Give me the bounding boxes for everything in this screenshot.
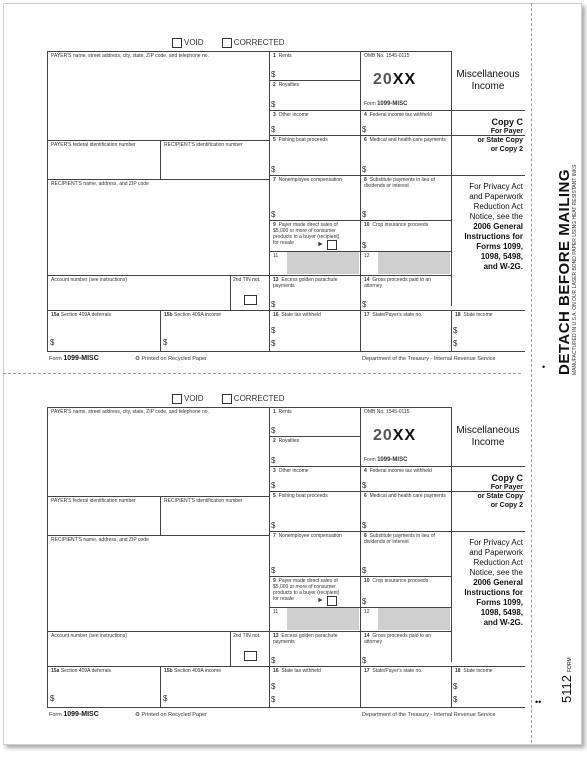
payer-id-label: PAYER'S federal identification number [51,498,136,504]
recipient-name-label: RECIPIENT'S name, address, and ZIP code [51,181,149,187]
dollar-6: $ [362,521,367,530]
box-11-label: 11 [273,609,279,615]
dollar-10: $ [362,597,367,606]
box-2-label: 2 Royalties [273,82,300,88]
box-17-label: 17 State/Payer's state no. [364,668,423,674]
second-tin-checkbox[interactable] [244,295,257,305]
box-9-label: 9 Payer made direct sales of $5,000 or more of consumer products to a buyer (recipient) for resale [273,578,340,602]
arrow-icon: ► [317,597,324,604]
account-number-label: Account number (see instructions) [51,277,127,283]
dollar-15b: $ [163,338,168,347]
box-12-label: 12 [364,253,370,259]
recycle-icon: ♻ [135,356,140,362]
box-3-label: 3 Other income [273,468,309,474]
box-8-label: 8 Substitute payments in lieu of dividends or interest [364,533,435,545]
department-note: Department of the Treasury - Internal Revenue Service [362,712,496,718]
payer-id-label: PAYER'S federal identification number [51,142,136,148]
box-5-label: 5 Fishing boat proceeds [273,493,328,499]
detach-before-mailing: DETACH BEFORE MAILING MANUFACTURED IN U.S.A. ON OUR LASER BOND PAPER USING HEAT RESISTANT INKS [556,164,578,375]
omb-label: OMB No. 1545-0115 [364,53,410,59]
privacy-act-notice: For Privacy Act and Paperwork Reduction Act Notice, see the 2006 General Instructions for Forms 1099, 1098, 5498, and W-2G. [464,182,523,271]
dollar-18a: $ [453,326,458,335]
form-copy-bottom [47,394,525,767]
department-note: Department of the Treasury - Internal Revenue Service [362,356,496,362]
box-9-checkbox[interactable] [327,240,337,250]
box-18-label: 18 State income [455,668,493,674]
box-9-checkbox[interactable] [327,596,337,606]
box-11-shade [287,608,359,630]
privacy-act-notice: For Privacy Act and Paperwork Reduction Act Notice, see the 2006 General Instructions for Forms 1099, 1098, 5498, and W-2G. [464,538,523,627]
box-7-label: 7 Nonemployee compensation [273,533,342,539]
payer-name-field[interactable] [49,417,267,494]
second-tin-checkbox[interactable] [244,651,257,661]
void-checkbox[interactable]: VOID [172,394,212,403]
dollar-14: $ [362,300,367,309]
dollar-16b: $ [271,339,276,348]
box-7-label: 7 Nonemployee compensation [273,177,342,183]
vertical-perforation [531,3,532,743]
form-title: Miscellaneous Income [456,69,520,92]
box-12-shade [378,252,450,274]
dollar-6: $ [362,165,367,174]
recipient-name-field[interactable] [49,189,267,273]
box-15b-label: 15b Section 409A income [164,668,221,674]
box-13-label: 13 Excess golden parachute payments [273,277,338,289]
copy-designation: Copy C For Payer or State Copy or Copy 2 [477,473,523,509]
dollar-10: $ [362,241,367,250]
box-10-label: 10 Crop insurance proceeds [364,222,429,228]
dollar-2: $ [271,456,276,465]
dollar-8: $ [362,210,367,219]
box-16-label: 16 State tax withheld [273,668,321,674]
box-1-label: 1 Rents [273,53,292,59]
dollar-16a: $ [271,682,276,691]
box-16-label: 16 State tax withheld [273,312,321,318]
dollar-16b: $ [271,695,276,704]
void-checkbox[interactable]: VOID [172,38,212,47]
void-corrected-row [172,38,300,48]
form-copy-top [47,38,525,411]
box-15b-label: 15b Section 409A income [164,312,221,318]
recipient-id-label: RECIPIENT'S identification number [164,142,243,148]
box-3-label: 3 Other income [273,112,309,118]
box-17-label: 17 State/Payer's state no. [364,312,423,318]
box-8-label: 8 Substitute payments in lieu of dividends or interest [364,177,435,189]
recipient-name-field[interactable] [49,545,267,629]
side-bullet-bottom: •• [535,697,542,707]
box-15a-label: 15a Section 409A deferrals [51,668,112,674]
box-14-label: 14 Gross proceeds paid to an attorney [364,277,431,289]
recycle-icon: ♻ [135,712,140,718]
account-number-label: Account number (see instructions) [51,633,127,639]
form-id-label: Form 1099-MISC [364,101,408,107]
recipient-name-label: RECIPIENT'S name, address, and ZIP code [51,537,149,543]
dollar-15a: $ [50,338,55,347]
box-13-label: 13 Excess golden parachute payments [273,633,338,645]
box-12-shade [378,608,450,630]
box-4-label: 4 Federal income tax withheld [364,468,432,474]
recycled-note: ♻ Printed on Recycled Paper [135,712,207,718]
box-6-label: 6 Medical and health care payments [364,493,446,499]
dollar-8: $ [362,566,367,575]
form-footer-name: Form 1099-MISC [49,711,99,718]
dollar-13: $ [271,300,276,309]
side-bullet-top: • [542,362,546,372]
recipient-id-label: RECIPIENT'S identification number [164,498,243,504]
dollar-18b: $ [453,339,458,348]
box-12-label: 12 [364,609,370,615]
dollar-18a: $ [453,682,458,691]
dollar-16a: $ [271,326,276,335]
dollar-1: $ [271,70,276,79]
box-2-label: 2 Royalties [273,438,300,444]
box-14-label: 14 Gross proceeds paid to an attorney [364,633,431,645]
dollar-2: $ [271,100,276,109]
dollar-15b: $ [163,694,168,703]
copy-designation: Copy C For Payer or State Copy or Copy 2 [477,117,523,153]
dollar-3: $ [271,125,276,134]
void-corrected-row [172,394,300,404]
horizontal-perforation [3,373,521,374]
tax-year: 20XX [373,427,417,444]
box-6-label: 6 Medical and health care payments [364,137,446,143]
dollar-4: $ [362,481,367,490]
arrow-icon: ► [317,241,324,248]
dollar-5: $ [271,521,276,530]
form-number: 5112FORM [559,657,574,703]
payer-name-label: PAYER'S name, street address, city, state, ZIP code, and telephone no. [51,53,209,59]
box-11-shade [287,252,359,274]
recycled-note: ♻ Printed on Recycled Paper [135,356,207,362]
dollar-4: $ [362,125,367,134]
dollar-14: $ [362,656,367,665]
dollar-15a: $ [50,694,55,703]
dollar-3: $ [271,481,276,490]
form-id-label: Form 1099-MISC [364,457,408,463]
dollar-13: $ [271,656,276,665]
form-footer-name: Form 1099-MISC [49,355,99,362]
dollar-7: $ [271,566,276,575]
dollar-18b: $ [453,695,458,704]
omb-label: OMB No. 1545-0115 [364,409,410,415]
dollar-1: $ [271,426,276,435]
second-tin-label: 2nd TIN not. [233,633,261,639]
box-9-label: 9 Payer made direct sales of $5,000 or more of consumer products to a buyer (recipient) for resale [273,222,340,246]
box-11-label: 11 [273,253,279,259]
box-5-label: 5 Fishing boat proceeds [273,137,328,143]
form-title: Miscellaneous Income [456,425,520,448]
box-4-label: 4 Federal income tax withheld [364,112,432,118]
box-1-label: 1 Rents [273,409,292,415]
second-tin-label: 2nd TIN not. [233,277,261,283]
payer-name-field[interactable] [49,61,267,138]
payer-name-label: PAYER'S name, street address, city, state, ZIP code, and telephone no. [51,409,209,415]
box-10-label: 10 Crop insurance proceeds [364,578,429,584]
corrected-checkbox[interactable]: CORRECTED [222,394,293,403]
dollar-5: $ [271,165,276,174]
box-15a-label: 15a Section 409A deferrals [51,312,112,318]
dollar-7: $ [271,210,276,219]
corrected-checkbox[interactable]: CORRECTED [222,38,293,47]
tax-year: 20XX [373,71,417,88]
box-18-label: 18 State income [455,312,493,318]
